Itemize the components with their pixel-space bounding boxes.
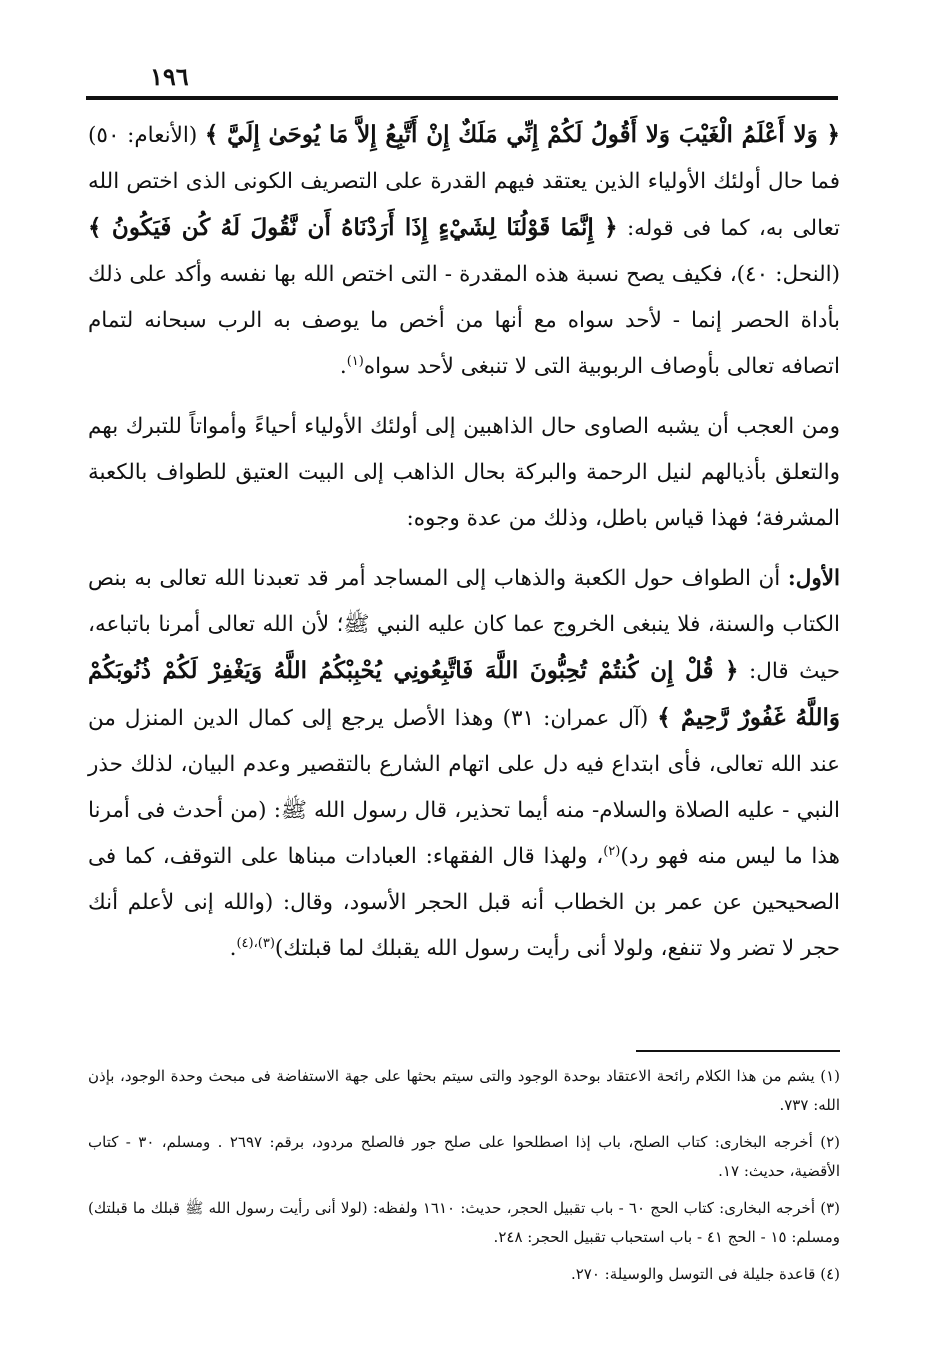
paragraph-1-text-2: فكيف يصح نسبة هذه المقدرة - التى اختص الله بها نفسه وأكد على ذلك بأداة الحصر إنما - لأحد سواه مع أنها من أخص ما يوصف به الرب سبحانه لتمام اتصافه تعالى بأوصاف الربوبية التى لا تنبغى لأحد سواه: [88, 262, 840, 379]
paragraph-2-text: ومن العجب أن يشبه الصاوى حال الذاهبين إلى أولئك الأولياء أحياءً وأمواتاً للتبرك بهم والتعلق بأذيالهم لنيل الرحمة والبركة بحال الذاهب إلى البيت العتيق للطواف بالكعبة المشرفة؛ فهذا قياس باطل، وذلك من عدة وجوه:: [88, 414, 840, 531]
verse-reference-anam: (الأنعام: ٥٠): [88, 123, 198, 148]
paragraph-3-end: .: [229, 936, 237, 961]
footnote-separator: [636, 1050, 840, 1052]
quran-verse-al-imran: ﴿ قُلْ إِن كُنتُمْ تُحِبُّونَ اللَّهَ فَاتَّبِعُونِي يُحْبِبْكُمُ اللَّهُ وَيَغْفِرْ لَكُمْ ذُنُوبَكُمْ وَاللَّهُ غَفُورٌ رَّحِيمٌ ﴾: [88, 657, 840, 731]
paragraph-1-text-1: فما حال أولئك الأولياء الذين يعتقد فيهم القدرة على التصريف الكونى الذى اختص الله تعالى به، كما فى قوله:: [88, 169, 840, 241]
paragraph-3-text-1: أن الطواف حول الكعبة والذهاب إلى المساجد أمر قد تعبدنا الله تعالى به بنص الكتاب والسنة، فلا ينبغى الخروج عما كان عليه النبي ﷺ؛ لأن الله تعالى أمرنا باتباعه، حيث قال:: [88, 566, 841, 684]
main-text: [88, 112, 840, 986]
footnote-marker-1: (١): [346, 353, 364, 369]
quran-verse-anam: ﴿ وَلا أَعْلَمُ الْغَيْبَ وَلا أَقُولُ لَكُمْ إِنِّي مَلَكٌ إِنْ أَتَّبِعُ إِلاَّ مَا يُوحَىٰ إِلَيَّ ﴾: [204, 121, 840, 148]
paragraph-3-text-3: ، ولهذا قال الفقهاء: العبادات مبناها على التوقف، كما فى الصحيحين عن عمر بن الخطاب أنه قبل الحجر الأسود، وقال: (والله إنى لأعلم أنك حجر لا تضر ولا تنفع، ولولا أنى رأيت رسول الله يقبلك لما قبلتك): [88, 844, 840, 961]
paragraph-1-end: .: [339, 354, 347, 379]
footnote-3: (٣) أخرجه البخارى: كتاب الحج ٦٠ - باب تقبيل الحجر، حديث: ١٦١٠ ولفظه: (لولا أنى رأيت رسول الله ﷺ قبلك ما قبلتك) ومسلم: ١٥ - الحج ٤١ - باب استحباب تقبيل الحجر: ٢٤٨.: [88, 1199, 840, 1246]
point-first-label: الأول:: [787, 566, 840, 591]
page-number: ١٩٦: [150, 62, 189, 91]
header-rule: [86, 96, 838, 100]
footnote-4: (٤) قاعدة جليلة فى التوسل والوسيلة: ٢٧٠.: [570, 1265, 840, 1283]
footnote-2: (٢) أخرجه البخارى: كتاب الصلح، باب إذا اصطلحوا على صلح جور فالصلح مردود، برقم: ٢٦٩٧ . ومسلم، ٣٠ - كتاب الأقضية، حديث: ١٧.: [88, 1133, 840, 1180]
footnote-marker-2: (٢): [603, 843, 621, 859]
paragraph-2: [88, 404, 840, 542]
footnote-marker-3-4: (٣)،(٤): [236, 935, 275, 951]
quran-verse-nahl: ﴿ إِنَّمَا قَوْلُنَا لِشَيْءٍ إِذَا أَرَدْنَاهُ أَن نَّقُولَ لَهُ كُن فَيَكُونُ ﴾: [88, 214, 618, 241]
footnote-1: (١) يشم من هذا الكلام رائحة الاعتقاد بوحدة الوجود والتى سيتم بحثها على جهة الاستفاضة فى مبحث وحدة الوجود، بإذن الله: ٧٣٧.: [88, 1067, 840, 1114]
footnotes: [88, 1062, 840, 1297]
paragraph-1: [88, 112, 840, 390]
paragraph-3-text-2: وهذا الأصل يرجع إلى كمال الدين المنزل من عند الله تعالى، فأى ابتداع فيه دل على اتهام الشارع بالتقصير وعدم البيان، لذلك حذر النبي - عليه الصلاة والسلام- منه أيما تحذير، قال رسول الله ﷺ: (من أحدث فى أمرنا هذا ما ليس منه فهو رد): [88, 706, 840, 869]
paragraph-3: [88, 556, 840, 972]
verse-reference-al-imran: (آل عمران: ٣١): [502, 706, 649, 731]
verse-reference-nahl: (النحل: ٤٠)،: [729, 262, 841, 287]
